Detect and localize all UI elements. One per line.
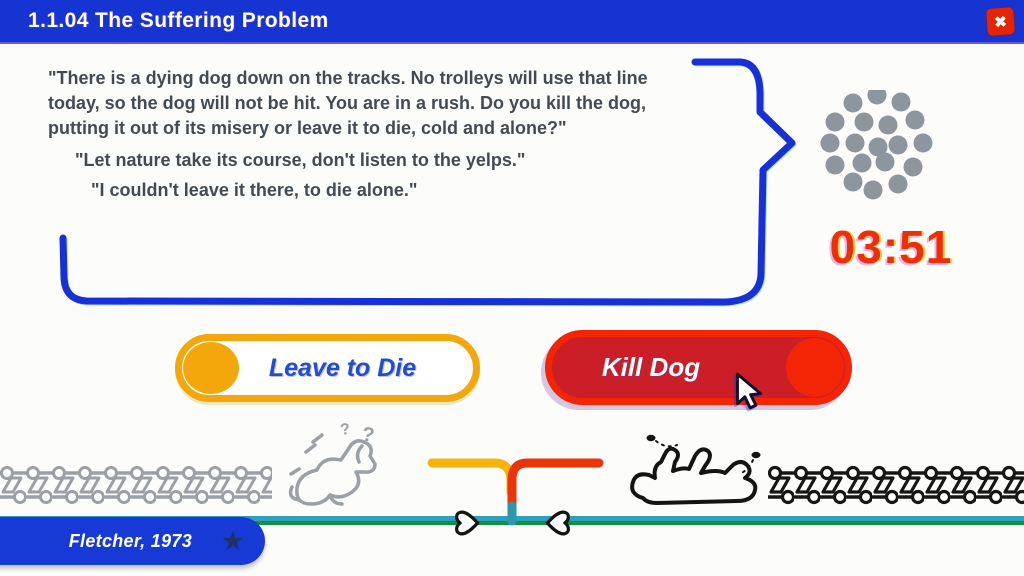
dialogue-reply: "Let nature take its course, don't listen to the yelps." (75, 150, 526, 170)
dying-dog-illustration (283, 418, 403, 523)
dialogue-reply: "I couldn't leave it there, to die alone." (91, 180, 418, 200)
heart-icon (543, 508, 573, 538)
track-junction (423, 452, 608, 527)
title-bar (0, 0, 1024, 44)
heart-icon (452, 508, 482, 538)
dialogue-line: putting it out of its misery or leave it to die, cold and alone?" (48, 118, 567, 138)
button-cap-circle (183, 342, 239, 394)
level-title: 1.1.04 The Suffering Problem (28, 9, 329, 32)
audience-dots-icon (815, 90, 945, 202)
railroad-track-left (0, 460, 272, 510)
close-button[interactable] (986, 7, 1015, 36)
dead-dog-illustration (625, 428, 770, 515)
button-cap-circle (786, 338, 844, 397)
svg-text:?: ? (339, 420, 352, 439)
citation-text: Fletcher, 1973 (68, 530, 193, 551)
countdown-timer: 03:51 (829, 221, 953, 273)
mouse-cursor-icon (733, 372, 763, 410)
citation-banner[interactable] (0, 517, 265, 565)
close-icon: ✖ (993, 13, 1008, 31)
kill-dog-button[interactable] (545, 330, 852, 405)
dialogue-text (48, 66, 748, 203)
leave-to-die-label: Leave to Die (268, 353, 417, 382)
svg-text:?: ? (360, 423, 376, 448)
star-icon: ★ (220, 525, 245, 556)
dialogue-line: "There is a dying dog down on the tracks. No trolleys will use that line (48, 68, 648, 88)
leave-to-die-button[interactable] (175, 334, 480, 402)
dialogue-line: today, so the dog will not be hit. You are in a rush. Do you kill the dog, (48, 93, 647, 113)
railroad-track-right (768, 460, 1024, 510)
kill-dog-label: Kill Dog (601, 352, 701, 382)
